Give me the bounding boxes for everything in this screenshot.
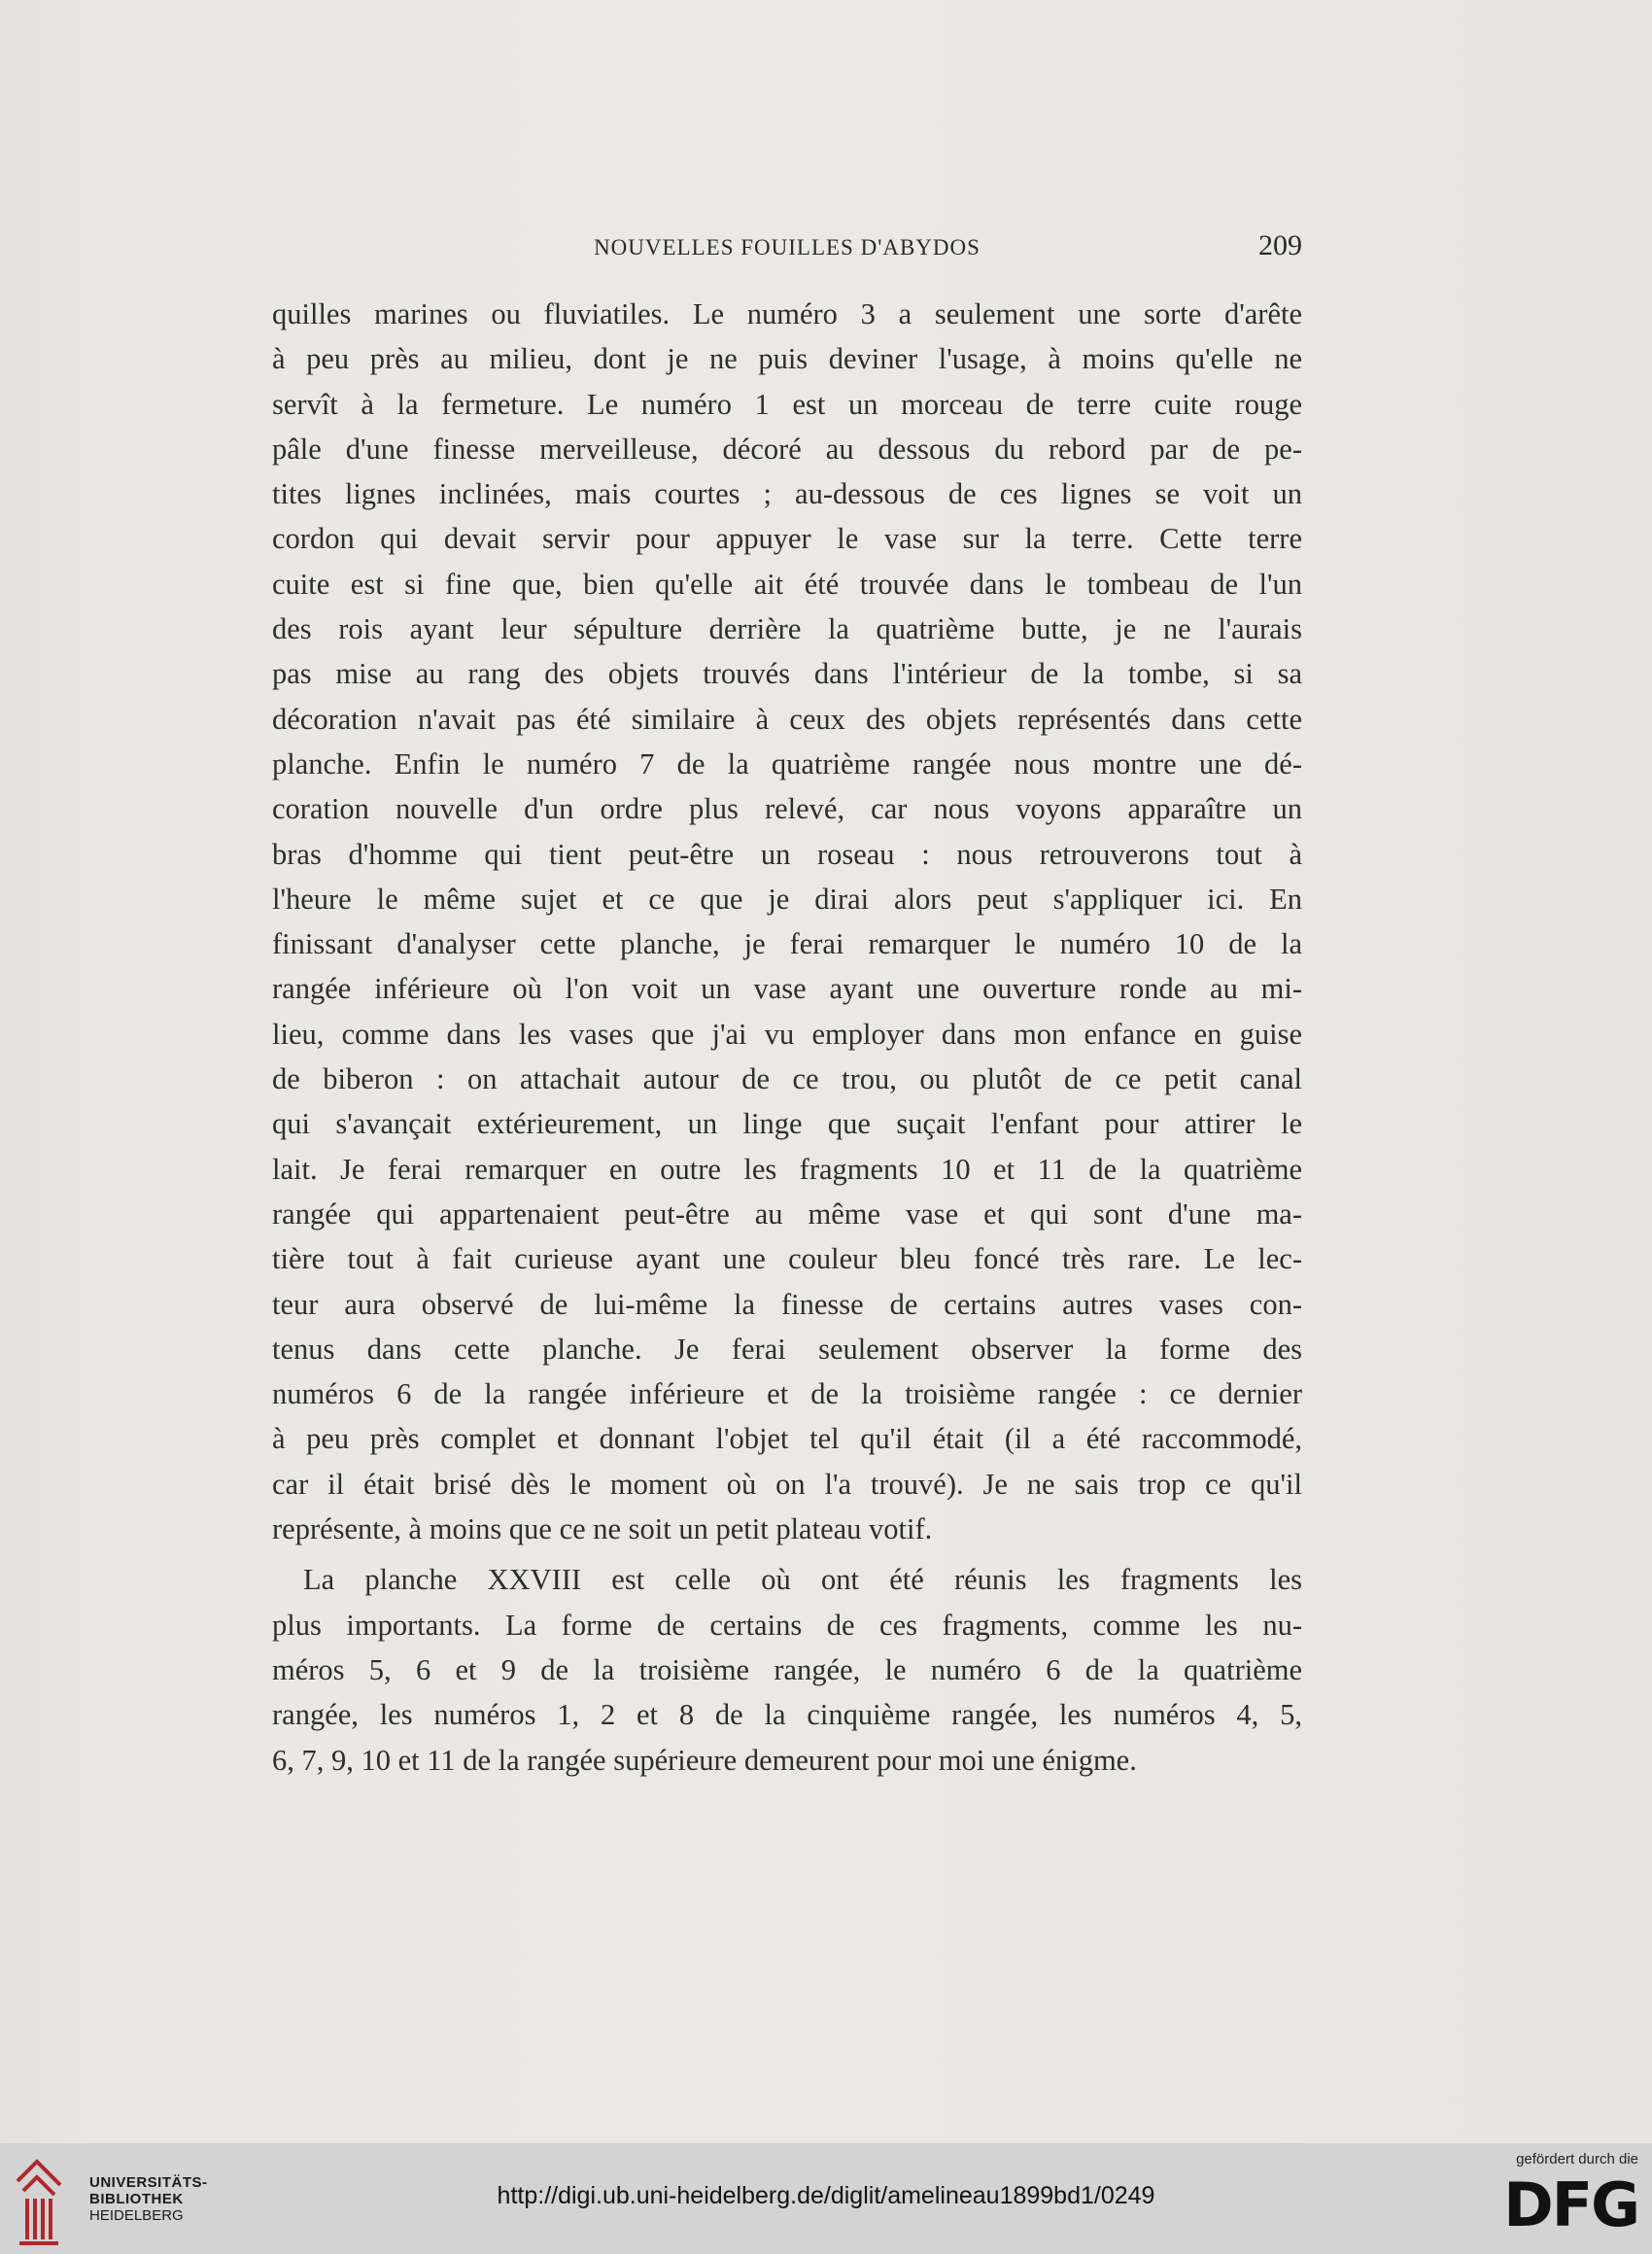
text-line: servît à la fermeture. Le numéro 1 est un morceau de terre cuite rouge	[272, 387, 1302, 421]
text-line: numéros 6 de la rangée inférieure et de la troisième rangée : ce dernier	[272, 1377, 1302, 1411]
body-text	[272, 292, 1302, 1783]
library-name-line-3: HEIDELBERG	[89, 2207, 184, 2224]
paragraph-2	[272, 1557, 1302, 1782]
text-line: teur aura observé de lui-même la finesse de certains autres vases con-	[272, 1287, 1302, 1321]
library-name-line-1: UNIVERSITÄTS-	[89, 2174, 208, 2191]
running-head	[272, 229, 1302, 268]
text-line: représente, à moins que ce ne soit un petit plateau votif.	[272, 1512, 933, 1546]
text-line: cordon qui devait servir pour appuyer le vase sur la terre. Cette terre	[272, 522, 1302, 556]
paragraph-1	[272, 292, 1302, 1551]
text-line: à peu près au milieu, dont je ne puis deviner l'usage, à moins qu'elle ne	[272, 342, 1302, 376]
text-line: à peu près complet et donnant l'objet tel qu'il était (il a été raccommodé,	[272, 1422, 1302, 1456]
text-line: bras d'homme qui tient peut-être un roseau : nous retrouverons tout à	[272, 837, 1302, 871]
running-head-title: NOUVELLES FOUILLES D'ABYDOS	[594, 235, 981, 260]
text-line: planche. Enfin le numéro 7 de la quatrième rangée nous montre une dé-	[272, 746, 1302, 780]
text-line: pâle d'une finesse merveilleuse, décoré au dessous du rebord par de pe-	[272, 432, 1302, 466]
library-name-line-2: BIBLIOTHEK	[89, 2191, 184, 2207]
page-number: 209	[1258, 229, 1302, 261]
text-line: car il était brisé dès le moment où on l'a trouvé). Je ne sais trop ce qu'il	[272, 1467, 1302, 1501]
text-line: méros 5, 6 et 9 de la troisième rangée, le numéro 6 de la quatrième	[272, 1652, 1302, 1686]
text-line: rangée inférieure où l'on voit un vase ayant une ouverture ronde au mi-	[272, 972, 1302, 1006]
text-line: tière tout à fait curieuse ayant une couleur bleu foncé très rare. Le lec-	[272, 1242, 1302, 1276]
dfg-logo: DFG	[1503, 2169, 1638, 2240]
text-line: quilles marines ou fluviatiles. Le numéro 3 a seulement une sorte d'arête	[272, 297, 1302, 330]
source-url-link[interactable]: http://digi.ub.uni-heidelberg.de/diglit/amelineau1899bd1/0249	[497, 2182, 1155, 2209]
text-line: lait. Je ferai remarquer en outre les fragments 10 et 11 de la quatrième	[272, 1152, 1302, 1186]
funder-block	[1444, 2151, 1638, 2240]
text-line: finissant d'analyser cette planche, je ferai remarquer le numéro 10 de la	[272, 927, 1302, 961]
text-line: pas mise au rang des objets trouvés dans l'intérieur de la tombe, si sa	[272, 657, 1302, 691]
footer-bar	[0, 2143, 1652, 2254]
text-line: tenus dans cette planche. Je ferai seulement observer la forme des	[272, 1332, 1302, 1366]
text-line: des rois ayant leur sépulture derrière la quatrième butte, je ne l'aurais	[272, 612, 1302, 646]
text-line: 6, 7, 9, 10 et 11 de la rangée supérieure demeurent pour moi une énigme.	[272, 1743, 1137, 1777]
text-line: tites lignes inclinées, mais courtes ; au-dessous de ces lignes se voit un	[272, 477, 1302, 511]
text-line: cuite est si fine que, bien qu'elle ait été trouvée dans le tombeau de l'un	[272, 567, 1302, 601]
text-line: de biberon : on attachait autour de ce trou, ou plutôt de ce petit canal	[272, 1062, 1302, 1096]
text-line: plus importants. La forme de certains de ces fragments, comme les nu-	[272, 1608, 1302, 1642]
text-line: qui s'avançait extérieurement, un linge que suçait l'enfant pour attirer le	[272, 1107, 1302, 1141]
text-line: rangée qui appartenaient peut-être au même vase et qui sont d'une ma-	[272, 1196, 1302, 1231]
text-line: lieu, comme dans les vases que j'ai vu employer dans mon enfance en guise	[272, 1017, 1302, 1051]
text-line: coration nouvelle d'un ordre plus relevé, car nous voyons apparaître un	[272, 792, 1302, 826]
funder-label: gefördert durch die	[1516, 2151, 1638, 2167]
text-line: La planche XXVIII est celle où ont été réunis les fragments les	[303, 1563, 1302, 1597]
text-line: l'heure le même sujet et ce que je dirai alors peut s'appliquer ici. En	[272, 882, 1302, 916]
text-line: décoration n'avait pas été similaire à ceux des objets représentés dans cette	[272, 702, 1302, 736]
text-line: rangée, les numéros 1, 2 et 8 de la cinquième rangée, les numéros 4, 5,	[272, 1698, 1302, 1732]
